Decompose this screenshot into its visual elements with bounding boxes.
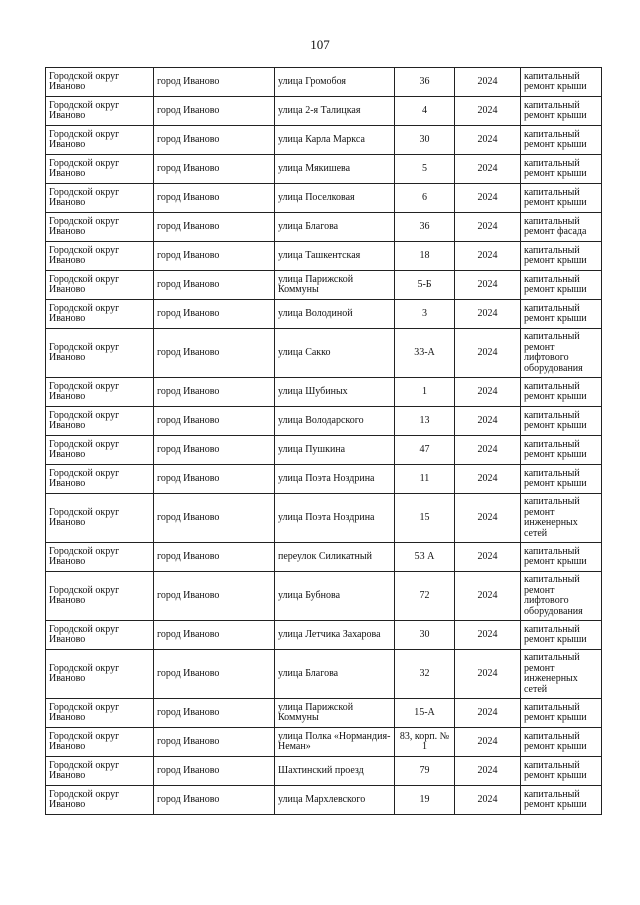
cell-street: улица Ташкентская: [275, 242, 395, 271]
cell-year: 2024: [455, 213, 521, 242]
cell-house: 36: [395, 213, 455, 242]
cell-year: 2024: [455, 126, 521, 155]
cell-work-type: капитальный ремонт крыши: [521, 621, 602, 650]
table-row: [46, 242, 602, 271]
cell-house: 30: [395, 126, 455, 155]
cell-house: 53 А: [395, 543, 455, 572]
cell-street: улица Благова: [275, 213, 395, 242]
cell-okrug: Городской округ Иваново: [46, 786, 154, 815]
cell-city: город Иваново: [154, 407, 275, 436]
table-row: [46, 543, 602, 572]
cell-street: переулок Силикатный: [275, 543, 395, 572]
cell-work-type: капитальный ремонт крыши: [521, 271, 602, 300]
cell-house: 11: [395, 465, 455, 494]
cell-work-type: капитальный ремонт крыши: [521, 242, 602, 271]
table-row: [46, 155, 602, 184]
cell-city: город Иваново: [154, 494, 275, 543]
cell-year: 2024: [455, 494, 521, 543]
cell-street: улица Благова: [275, 650, 395, 699]
cell-house: 32: [395, 650, 455, 699]
cell-work-type: капитальный ремонт крыши: [521, 407, 602, 436]
cell-year: 2024: [455, 300, 521, 329]
table-row: [46, 300, 602, 329]
cell-work-type: капитальный ремонт крыши: [521, 300, 602, 329]
table-row: [46, 465, 602, 494]
table-row: [46, 184, 602, 213]
cell-street: улица Летчика Захарова: [275, 621, 395, 650]
cell-house: 19: [395, 786, 455, 815]
cell-street: улица Парижской Коммуны: [275, 271, 395, 300]
cell-city: город Иваново: [154, 465, 275, 494]
cell-city: город Иваново: [154, 68, 275, 97]
cell-street: улица Пушкина: [275, 436, 395, 465]
cell-okrug: Городской округ Иваново: [46, 728, 154, 757]
cell-work-type: капитальный ремонт инженерных сетей: [521, 494, 602, 543]
table-row: [46, 378, 602, 407]
cell-work-type: капитальный ремонт крыши: [521, 68, 602, 97]
cell-year: 2024: [455, 786, 521, 815]
cell-year: 2024: [455, 407, 521, 436]
cell-city: город Иваново: [154, 184, 275, 213]
cell-okrug: Городской округ Иваново: [46, 213, 154, 242]
cell-year: 2024: [455, 68, 521, 97]
cell-work-type: капитальный ремонт крыши: [521, 543, 602, 572]
cell-house: 72: [395, 572, 455, 621]
cell-okrug: Городской округ Иваново: [46, 621, 154, 650]
cell-city: город Иваново: [154, 97, 275, 126]
cell-street: улица Мякишева: [275, 155, 395, 184]
table-row: [46, 650, 602, 699]
cell-city: город Иваново: [154, 436, 275, 465]
cell-work-type: капитальный ремонт крыши: [521, 728, 602, 757]
cell-city: город Иваново: [154, 213, 275, 242]
cell-okrug: Городской округ Иваново: [46, 757, 154, 786]
cell-house: 18: [395, 242, 455, 271]
cell-okrug: Городской округ Иваново: [46, 378, 154, 407]
cell-okrug: Городской округ Иваново: [46, 155, 154, 184]
cell-city: город Иваново: [154, 271, 275, 300]
cell-work-type: капитальный ремонт крыши: [521, 699, 602, 728]
cell-city: город Иваново: [154, 329, 275, 378]
cell-work-type: капитальный ремонт лифтового оборудования: [521, 329, 602, 378]
table-row: [46, 699, 602, 728]
cell-work-type: капитальный ремонт крыши: [521, 436, 602, 465]
cell-street: улица Парижской Коммуны: [275, 699, 395, 728]
cell-house: 33-А: [395, 329, 455, 378]
cell-okrug: Городской округ Иваново: [46, 184, 154, 213]
cell-okrug: Городской округ Иваново: [46, 271, 154, 300]
cell-year: 2024: [455, 97, 521, 126]
cell-house: 15-А: [395, 699, 455, 728]
cell-house: 5-Б: [395, 271, 455, 300]
table-row: [46, 97, 602, 126]
table-row: [46, 329, 602, 378]
cell-year: 2024: [455, 242, 521, 271]
cell-work-type: капитальный ремонт крыши: [521, 184, 602, 213]
cell-house: 36: [395, 68, 455, 97]
table-row: [46, 126, 602, 155]
cell-year: 2024: [455, 543, 521, 572]
cell-okrug: Городской округ Иваново: [46, 329, 154, 378]
cell-street: улица Мархлевского: [275, 786, 395, 815]
cell-city: город Иваново: [154, 786, 275, 815]
cell-city: город Иваново: [154, 757, 275, 786]
table-row: [46, 728, 602, 757]
cell-year: 2024: [455, 757, 521, 786]
cell-okrug: Городской округ Иваново: [46, 436, 154, 465]
cell-okrug: Городской округ Иваново: [46, 543, 154, 572]
cell-city: город Иваново: [154, 155, 275, 184]
cell-city: город Иваново: [154, 728, 275, 757]
cell-okrug: Городской округ Иваново: [46, 242, 154, 271]
cell-house: 3: [395, 300, 455, 329]
cell-work-type: капитальный ремонт крыши: [521, 757, 602, 786]
cell-city: город Иваново: [154, 621, 275, 650]
table-row: [46, 271, 602, 300]
cell-house: 15: [395, 494, 455, 543]
cell-year: 2024: [455, 465, 521, 494]
cell-work-type: капитальный ремонт крыши: [521, 786, 602, 815]
cell-okrug: Городской округ Иваново: [46, 650, 154, 699]
cell-city: город Иваново: [154, 300, 275, 329]
cell-work-type: капитальный ремонт крыши: [521, 126, 602, 155]
registry-table-body: [46, 68, 602, 815]
table-row: [46, 757, 602, 786]
cell-street: улица Карла Маркса: [275, 126, 395, 155]
cell-house: 1: [395, 378, 455, 407]
cell-street: улица Володарского: [275, 407, 395, 436]
cell-okrug: Городской округ Иваново: [46, 68, 154, 97]
cell-house: 83, корп. № 1: [395, 728, 455, 757]
cell-house: 30: [395, 621, 455, 650]
cell-okrug: Городской округ Иваново: [46, 572, 154, 621]
cell-street: улица Бубнова: [275, 572, 395, 621]
cell-year: 2024: [455, 728, 521, 757]
cell-house: 4: [395, 97, 455, 126]
cell-work-type: капитальный ремонт крыши: [521, 97, 602, 126]
cell-house: 47: [395, 436, 455, 465]
table-row: [46, 407, 602, 436]
table-row: [46, 621, 602, 650]
cell-okrug: Городской округ Иваново: [46, 699, 154, 728]
cell-street: улица Поэта Ноздрина: [275, 494, 395, 543]
cell-okrug: Городской округ Иваново: [46, 126, 154, 155]
cell-street: улица Сакко: [275, 329, 395, 378]
cell-city: город Иваново: [154, 699, 275, 728]
cell-year: 2024: [455, 572, 521, 621]
cell-work-type: капитальный ремонт крыши: [521, 155, 602, 184]
cell-okrug: Городской округ Иваново: [46, 494, 154, 543]
table-row: [46, 786, 602, 815]
cell-city: город Иваново: [154, 572, 275, 621]
cell-house: 6: [395, 184, 455, 213]
cell-street: улица Поселковая: [275, 184, 395, 213]
cell-year: 2024: [455, 329, 521, 378]
cell-city: город Иваново: [154, 126, 275, 155]
table-row: [46, 436, 602, 465]
cell-street: улица Громобоя: [275, 68, 395, 97]
cell-okrug: Городской округ Иваново: [46, 300, 154, 329]
repair-registry-table: [45, 67, 602, 815]
cell-year: 2024: [455, 699, 521, 728]
cell-year: 2024: [455, 184, 521, 213]
cell-work-type: капитальный ремонт крыши: [521, 378, 602, 407]
cell-okrug: Городской округ Иваново: [46, 407, 154, 436]
cell-city: город Иваново: [154, 543, 275, 572]
cell-street: улица Шубиных: [275, 378, 395, 407]
cell-street: улица Володиной: [275, 300, 395, 329]
cell-street: улица 2-я Талицкая: [275, 97, 395, 126]
cell-year: 2024: [455, 650, 521, 699]
cell-year: 2024: [455, 155, 521, 184]
page-number: 107: [310, 37, 330, 52]
cell-year: 2024: [455, 621, 521, 650]
cell-work-type: капитальный ремонт инженерных сетей: [521, 650, 602, 699]
table-row: [46, 494, 602, 543]
cell-year: 2024: [455, 436, 521, 465]
cell-city: город Иваново: [154, 650, 275, 699]
cell-year: 2024: [455, 271, 521, 300]
cell-work-type: капитальный ремонт крыши: [521, 465, 602, 494]
table-row: [46, 213, 602, 242]
cell-okrug: Городской округ Иваново: [46, 97, 154, 126]
table-row: [46, 572, 602, 621]
table-row: [46, 68, 602, 97]
cell-city: город Иваново: [154, 378, 275, 407]
cell-work-type: капитальный ремонт фасада: [521, 213, 602, 242]
cell-street: улица Полка «Нормандия-Неман»: [275, 728, 395, 757]
cell-street: улица Поэта Ноздрина: [275, 465, 395, 494]
cell-year: 2024: [455, 378, 521, 407]
cell-city: город Иваново: [154, 242, 275, 271]
cell-work-type: капитальный ремонт лифтового оборудования: [521, 572, 602, 621]
cell-street: Шахтинский проезд: [275, 757, 395, 786]
cell-house: 13: [395, 407, 455, 436]
cell-okrug: Городской округ Иваново: [46, 465, 154, 494]
cell-house: 5: [395, 155, 455, 184]
cell-house: 79: [395, 757, 455, 786]
